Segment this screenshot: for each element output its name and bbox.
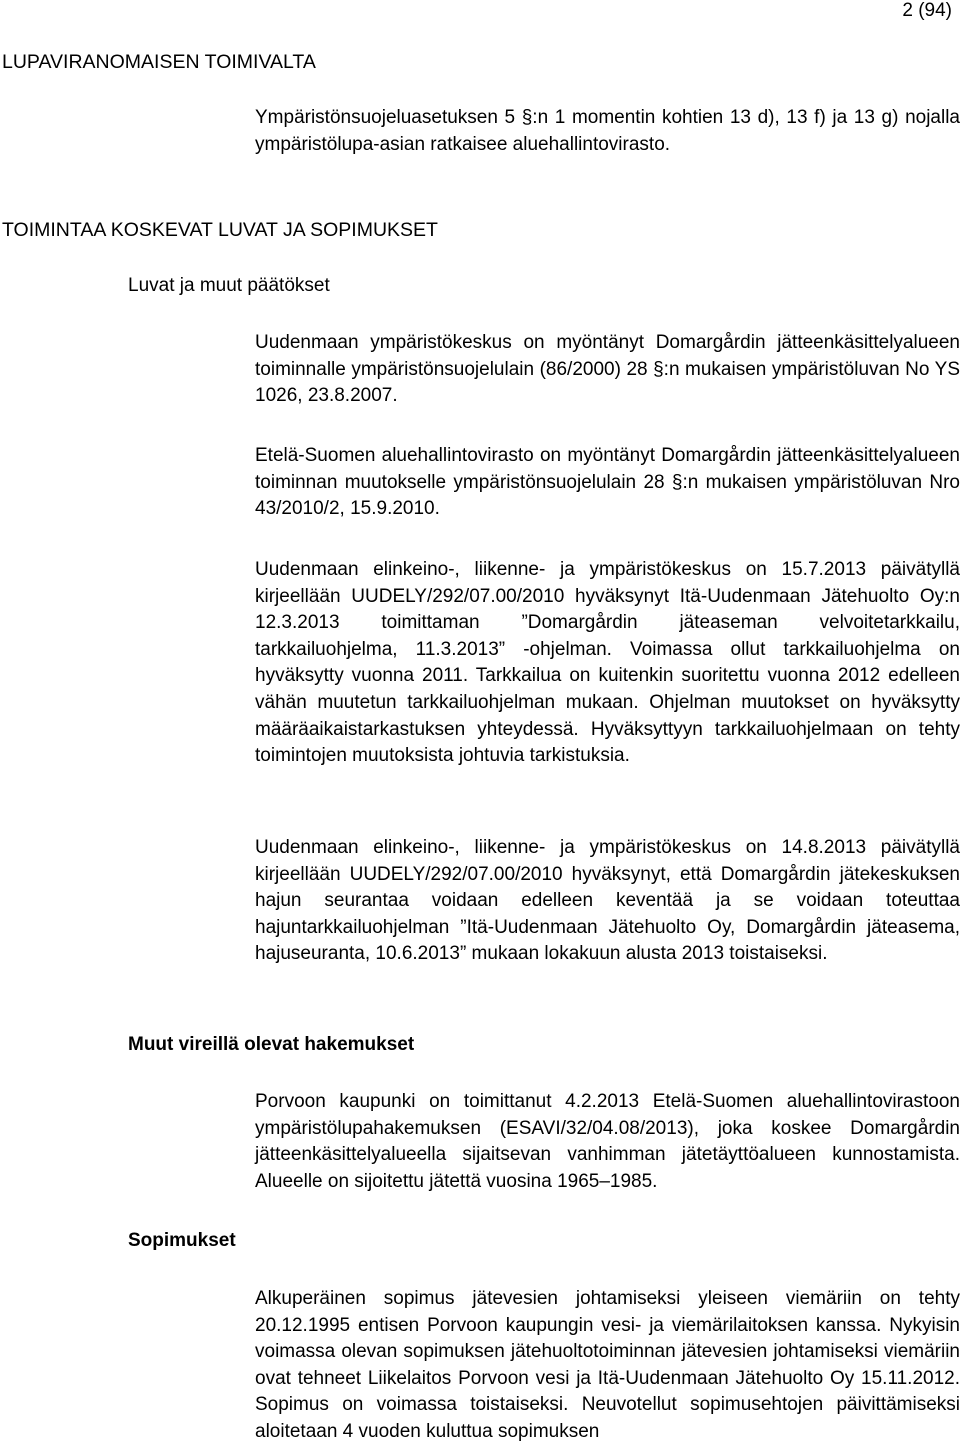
permits-subheading: Luvat ja muut päätökset (128, 275, 330, 296)
permits-paragraph-2: Etelä-Suomen aluehallintovirasto on myöntänyt Domargårdin jätteenkäsittelyalueen toiminnan muutokselle ympäristönsuojelulain 28 §:n mukaisen ympäristöluvan Nro 43/2010/2, 15.9.2010. (255, 445, 960, 520)
section-title-permits: TOIMINTAA KOSKEVAT LUVAT JA SOPIMUKSET (2, 219, 438, 241)
authority-paragraph: Ympäristönsuojeluasetuksen 5 §:n 1 momentin kohtien 13 d), 13 f) ja 13 g) nojalla ympäristölupa-asian ratkaisee aluehallintovirasto. (255, 107, 960, 155)
pending-paragraph: Porvoon kaupunki on toimittanut 4.2.2013 Etelä-Suomen aluehallintovirastoon ympäristölupahakemuksen (ESAVI/32/04.08/2013), joka koskee Domargårdin jätteenkäsittelyalueella sijaitsevan vanhimman jätetäyttöalueen kunnostamista. Alueelle on sijoitettu jätettä vuosina 1965–1985. (255, 1091, 960, 1192)
permits-paragraph-1: Uudenmaan ympäristökeskus on myöntänyt Domargårdin jätteenkäsittelyalueen toiminnalle ympäristönsuojelulain (86/2000) 28 §:n mukaisen ympäristöluvan No YS 1026, 23.8.2007. (255, 332, 960, 407)
pending-subheading: Muut vireillä olevat hakemukset (128, 1034, 415, 1055)
agreements-subheading: Sopimukset (128, 1230, 236, 1251)
agreements-paragraph: Alkuperäinen sopimus jätevesien johtamiseksi yleiseen viemäriin on tehty 20.12.1995 entisen Porvoon kaupungin vesi- ja viemärilaitoksen kanssa. Nykyisin voimassa olevan sopimuksen jätehuoltotoiminnan jätevesien johtamiseksi viemäriin ovat tehneet Liikelaitos Porvoon vesi ja Itä-Uudenmaan Jätehuolto Oy 15.11.2012. Sopimus on voimassa toistaiseksi. Neuvotellut sopimusehtojen päivittämiseksi aloitetaan 4 vuoden kuluttua sopimuksen (255, 1288, 960, 1442)
page-number: 2 (94) (902, 0, 952, 21)
permits-paragraph-4: Uudenmaan elinkeino-, liikenne- ja ympäristökeskus on 14.8.2013 päivätyllä kirjeellään UUDELY/292/07.00/2010 hyväksynyt, että Domargårdin jätekeskuksen hajun seurantaa voidaan edelleen keventää ja se voidaan toteuttaa hajuntarkkailuohjelman ”Itä-Uudenmaan Jätehuolto Oy, Domargårdin jäteasema, hajuseuranta, 10.6.2013” mukaan lokakuun alusta 2013 toistaiseksi. (255, 837, 960, 965)
permits-paragraph-3: Uudenmaan elinkeino-, liikenne- ja ympäristökeskus on 15.7.2013 päivätyllä kirjeellään UUDELY/292/07.00/2010 hyväksynyt Itä-Uudenmaan Jätehuolto Oy:n 12.3.2013 toimittaman ”Domargårdin jäteaseman velvoitetarkkailu, tarkkailuohjelma, 11.3.2013” -ohjelman. Voimassa ollut tarkkailuohjelma on hyväksytty vuonna 2011. Tarkkailua on kuitenkin suoritettu vuonna 2012 edelleen vähän muutetun tarkkailuohjelman mukaan. Ohjelman muutokset on hyväksytty määräaikaistarkastuksen yhteydessä. Hyväksyttyyn tarkkailuohjelmaan on tehty toimintojen muutoksista johtuvia tarkistuksia. (255, 559, 960, 767)
section-title-authority: LUPAVIRANOMAISEN TOIMIVALTA (2, 51, 316, 73)
